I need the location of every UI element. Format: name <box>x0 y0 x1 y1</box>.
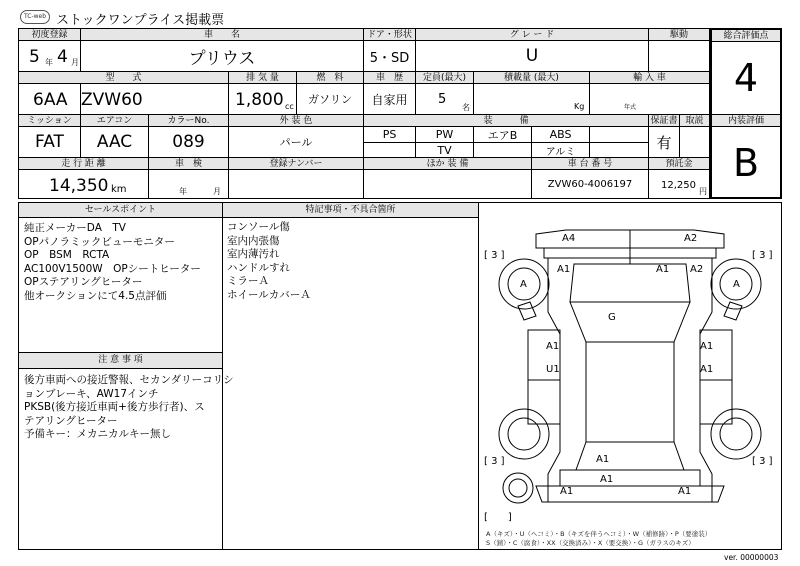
damage-mark: A1 <box>600 474 614 485</box>
remarks-list <box>227 221 311 302</box>
sales-point: OP BSM RCTA <box>24 249 110 261</box>
damage-mark: A1 <box>656 264 670 275</box>
damage-mark: A <box>733 279 740 290</box>
equip-empty-1 <box>589 126 649 143</box>
damage-mark: A2 <box>684 233 698 244</box>
equip-empty-3 <box>473 142 532 158</box>
load-unit: Kg <box>574 102 585 111</box>
header-notes: 注 意 事 項 <box>18 352 223 369</box>
exterior-color: パール <box>228 126 364 158</box>
bracket-spare: [ ] <box>484 512 512 523</box>
sheet-title: ストックワンプライス掲載票 <box>56 13 225 28</box>
trunk-outline <box>560 470 700 486</box>
header-equipment: 装 備 <box>363 114 649 127</box>
header-other-equipment: ほか 装 備 <box>363 157 532 170</box>
header-interior-rating: 内装評価 <box>711 114 781 127</box>
company-logo: TC-web <box>20 10 50 24</box>
capacity: 5 <box>438 92 447 107</box>
equip-airbag: エアB <box>473 126 532 143</box>
equip-alumi: アルミ <box>531 142 590 158</box>
displacement-cell <box>228 83 297 115</box>
header-manual: 取説 <box>679 114 710 127</box>
header-overall-rating: 総合評価点 <box>711 29 781 42</box>
header-door-shape: ドア・形状 <box>363 28 416 41</box>
equip-tv: TV <box>415 142 474 158</box>
remark-line: ホイールカバーＡ <box>227 288 311 301</box>
fuel: ガソリン <box>296 83 364 115</box>
remark-line: ハンドルすれ <box>227 261 290 274</box>
history: 自家用 <box>363 83 416 115</box>
aircon: AAC <box>80 126 149 158</box>
body-outline <box>548 258 712 502</box>
header-color-no: カラーNo. <box>148 114 229 127</box>
bracket-front-right: [ 3 ] <box>752 250 773 261</box>
equip-pw: PW <box>415 126 474 143</box>
equip-empty-2 <box>363 142 416 158</box>
header-inspection: 車 検 <box>148 157 229 170</box>
first-reg-month: 4 <box>57 47 68 67</box>
overall-rating: 4 <box>733 56 759 100</box>
rear-left-door <box>528 380 560 424</box>
legend-line: A（キズ）・U（ヘコミ）・B（キズを伴うヘコミ）・W（補修跡）・P（要塗装） <box>486 530 712 538</box>
header-car-name: 車 名 <box>80 28 364 41</box>
bracket-rear-left: [ 3 ] <box>484 456 505 467</box>
spare-wheel <box>503 473 533 503</box>
note-line: テアリングヒーター <box>24 414 118 427</box>
header-drive: 駆動 <box>648 28 710 41</box>
notes-list <box>24 374 234 442</box>
equip-ps: PS <box>363 126 416 143</box>
header-grade: グ レ ー ド <box>415 28 649 41</box>
header-capacity: 定員(最大) <box>415 71 474 84</box>
type-divider <box>80 83 81 115</box>
damage-mark: U1 <box>546 364 560 375</box>
deposit: 12,250 <box>661 180 696 191</box>
hood-outline <box>570 264 690 302</box>
car-name: プリウス <box>80 40 364 72</box>
remark-line: 室内内張傷 <box>227 234 280 247</box>
first-reg-year: 5 <box>29 47 40 67</box>
import-cell <box>589 83 710 115</box>
sales-point: 他オークションにて4.5点評価 <box>24 289 167 302</box>
plate <box>228 169 364 199</box>
header-mission: ミッション <box>18 114 81 127</box>
header-deposit: 預託金 <box>648 157 710 170</box>
header-fuel: 燃 料 <box>296 71 364 84</box>
sales-point: AC100V1500W OPシートヒーター <box>24 262 201 275</box>
first-reg-cell <box>18 40 81 72</box>
rear-left-wheel-inner <box>508 418 540 450</box>
header-mileage: 走 行 距 離 <box>18 157 149 170</box>
left-mirror <box>518 302 536 320</box>
deposit-cell <box>648 169 710 199</box>
note-line: 予備キー：メカニカルキー無し <box>24 428 171 440</box>
sales-points-list <box>24 222 201 303</box>
manual <box>679 126 710 158</box>
rear-right-wheel-inner <box>720 418 752 450</box>
damage-mark: A1 <box>546 341 560 352</box>
version-label: ver. 00000003 <box>724 553 779 562</box>
displacement-unit: cc <box>285 102 294 111</box>
equip-abs: ABS <box>531 126 590 143</box>
mileage-unit: km <box>111 184 127 195</box>
bracket-front-left: [ 3 ] <box>484 250 505 261</box>
header-chassis-no: 車 台 番 号 <box>531 157 649 170</box>
rear-left-wheel <box>499 409 549 459</box>
damage-mark: A1 <box>678 486 692 497</box>
note-line: ョンブレーキ、AW17インチ <box>24 387 159 400</box>
sales-point: 純正メーカーDA TV <box>24 222 126 234</box>
chassis-no: ZVW60-4006197 <box>531 169 649 199</box>
interior-rating: B <box>732 140 760 185</box>
inspection-year-unit: 年 <box>179 187 187 196</box>
equip-empty-4 <box>589 142 649 158</box>
other-equipment <box>363 169 532 199</box>
model-code: ZVW60 <box>81 90 143 110</box>
mileage: 14,350 <box>49 176 109 196</box>
roof-outline <box>586 342 674 442</box>
capacity-cell <box>415 83 474 115</box>
damage-mark: A1 <box>557 264 571 275</box>
header-import: 輸 入 車 <box>589 71 710 84</box>
damage-legend <box>486 530 711 548</box>
legend-line: S（錆）・C（腐食）・XX（交換済み）・X（要交換）・G（ガラスのキズ） <box>486 539 695 547</box>
first-reg-year-unit: 年 <box>45 58 53 67</box>
header-aircon: エアコン <box>80 114 149 127</box>
damage-mark: A2 <box>690 264 704 275</box>
spare-wheel-inner <box>509 479 527 497</box>
header-first-reg: 初度登録 <box>18 28 81 41</box>
color-no: 089 <box>148 126 229 158</box>
type-prefix: 6AA <box>33 90 68 110</box>
damage-mark: A1 <box>700 341 714 352</box>
type-cell <box>18 83 229 115</box>
remark-line: 室内薄汚れ <box>227 248 280 260</box>
damage-mark: A <box>520 279 527 290</box>
deposit-unit: 円 <box>699 187 707 196</box>
bracket-rear-right: [ 3 ] <box>752 456 773 467</box>
rear-right-door <box>700 380 732 424</box>
header-load: 積載量 (最大) <box>473 71 590 84</box>
rear-right-wheel <box>711 409 761 459</box>
header-type: 型 式 <box>18 71 229 84</box>
header-warranty: 保証書 <box>648 114 680 127</box>
note-line: 後方車両への接近警報、セカンダリーコリシ <box>24 374 234 386</box>
import-year: 年式 <box>624 104 637 111</box>
header-history: 車 歴 <box>363 71 416 84</box>
damage-mark: A1 <box>596 454 610 465</box>
damage-mark: G <box>608 312 616 323</box>
sales-point: OPパノラミックビューモニター <box>24 235 175 248</box>
mileage-cell <box>18 169 149 199</box>
header-displacement: 排 気 量 <box>228 71 297 84</box>
door-shape: 5・SD <box>363 40 416 72</box>
windshield-outline <box>570 302 690 342</box>
drive <box>648 40 710 72</box>
remark-line: コンソール傷 <box>227 221 290 233</box>
damage-mark: A4 <box>562 233 576 244</box>
grade: U <box>415 40 649 72</box>
note-line: PKSB(後方接近車両+後方歩行者)、ス <box>24 401 205 413</box>
remark-line: ミラーＡ <box>227 275 269 287</box>
damage-mark: A1 <box>700 364 714 375</box>
warranty: 有 <box>648 126 680 158</box>
displacement: 1,800 <box>235 90 284 110</box>
header-remarks: 特記事項・不具合箇所 <box>222 202 479 218</box>
inspection-month-unit: 月 <box>213 187 221 196</box>
inspection-cell <box>148 169 229 199</box>
damage-mark: A1 <box>560 486 574 497</box>
header-exterior-color: 外 装 色 <box>228 114 364 127</box>
capacity-unit: 名 <box>462 103 470 112</box>
first-reg-month-unit: 月 <box>71 58 79 67</box>
header-plate: 登録ナンバー <box>228 157 364 170</box>
load-cell <box>473 83 590 115</box>
sales-point: OPステアリングヒーター <box>24 276 143 288</box>
right-mirror <box>724 302 742 320</box>
mission: FAT <box>18 126 81 158</box>
car-diagram <box>478 202 782 550</box>
rear-window-outline <box>576 442 684 470</box>
header-sales-points: セールスポイント <box>18 202 223 218</box>
